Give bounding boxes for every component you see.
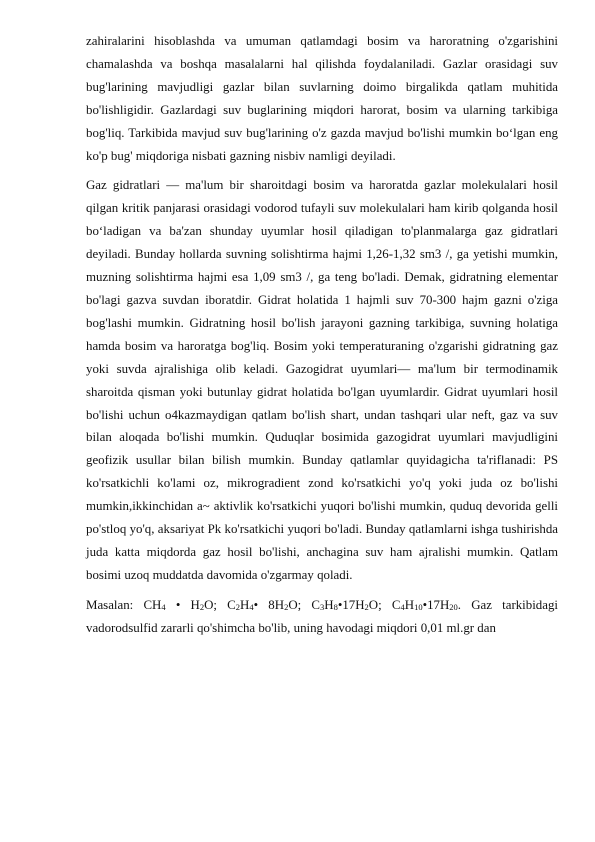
examples-intro: Masalan:	[86, 597, 144, 612]
formula-methane-hydrate: $CH_4$ • $H_2O$;	[143, 597, 228, 612]
formula-propane-hydrate: $C_3H_8•17H_2O$;	[311, 597, 392, 612]
document-page	[86, 30, 558, 640]
paragraph-gas-hydrates: Gaz gidratlari — ma'lum bir sharoitdagi bosim va haroratda gazlar molekulalari hosil qilgan kritik panjarasi orasidagi vodorod tufayli suv molekulalari ham kirib qolganda hosil bo‘ladigan va ba'zan shunday uyumlar hosil qiladigan to'planmalarga gaz gidratlari deyiladi. Bunday hollarda suvning solishtirma hajmi 1,26-1,32 sm3 /, ga yetishi mumkin, muzning solishtirma hajmi esa 1,09 sm3 /, ga teng bo'ladi. Demak, gidratning elementar bo'lagi gazva suvdan iboratdir. Gidrat holatida 1 hajmli suv 70-300 hajm gazni o'ziga bog'lashi mumkin. Gidratning hosil bo'lish jarayoni gazning tarkibiga, suvning holatiga hamda bosim va haroratga bog'liq. Bosim yoki temperaturaning o'zgarishi gidratning gaz yoki suvda ajralishiga olib keladi. Gazogidrat uyumlari— ma'lum bir termodinamik sharoitda qisman yoki butunlay gidrat holatida bo'lgan uyumlardir. Gidrat uyumlari hosil bo'lishi uchun o4kazmaydigan qatlam bo'lish shart, undan tashqari ular neft, gaz va suv bilan aloqada bo'lishi mumkin. Quduqlar bosimida gazogidrat uyumlari mavjudligini geofizik usullar bilan bilish mumkin. Bunday qatlamlar quyidagicha ta'riflanadi: PS ko'rsatkichli ko'lami oz, mikrogradient zond ko'rsatkichi yo'q yoki juda oz bo'lishi mumkin,ikkinchidan a~ aktivlik ko'rsatkichi yuqori bo'lishi mumkin, quduq devorida gelli po'stloq yo'q, aksariyat Pk ko'rsatkichi yuqori bo'ladi. Bunday qatlamlarni ishga tushirishda juda katta miqdorda gaz hosil bo'lishi, anchagina suv ham ajralishi mumkin. Qatlam bosimi uzoq muddatda davomida o'zgarmay qoladi.	[86, 178, 558, 582]
paragraph-examples	[86, 594, 558, 640]
examples-rest: Gaz tarkibidagi vadorodsulfid zararli qo'shimcha bo'lib, uning havodagi miqdori 0,01 ml.gr dan	[86, 597, 558, 635]
paragraph-water-vapor: zahiralarini hisoblashda va umuman qatlamdagi bosim va haroratning o'zgarishini chamalashda va boshqa masalalarni hal qilishda foydalaniladi. Gazlar orasidagi suv bug'larining mavjudligi gazlar bilan suvlarning doimo birgalikda qatlam muhitida bo'lishligidir. Gazlardagi suv buglarining miqdori harorat, bosim va ularning tarkibiga bog'liq. Tarkibida mavjud suv bug'larining o'z gazda mavjud bo'lishi mumkin bo‘lgan eng ko'p bug' miqdoriga nisbati gazning nisbiv namligi deyiladi.	[86, 34, 558, 163]
formula-ethylene-hydrate: $C_2H_4•$ $8H_2O$;	[227, 597, 312, 612]
formula-butane-hydrate: $C_4H_{10}•17H_{20}$.	[391, 597, 472, 612]
